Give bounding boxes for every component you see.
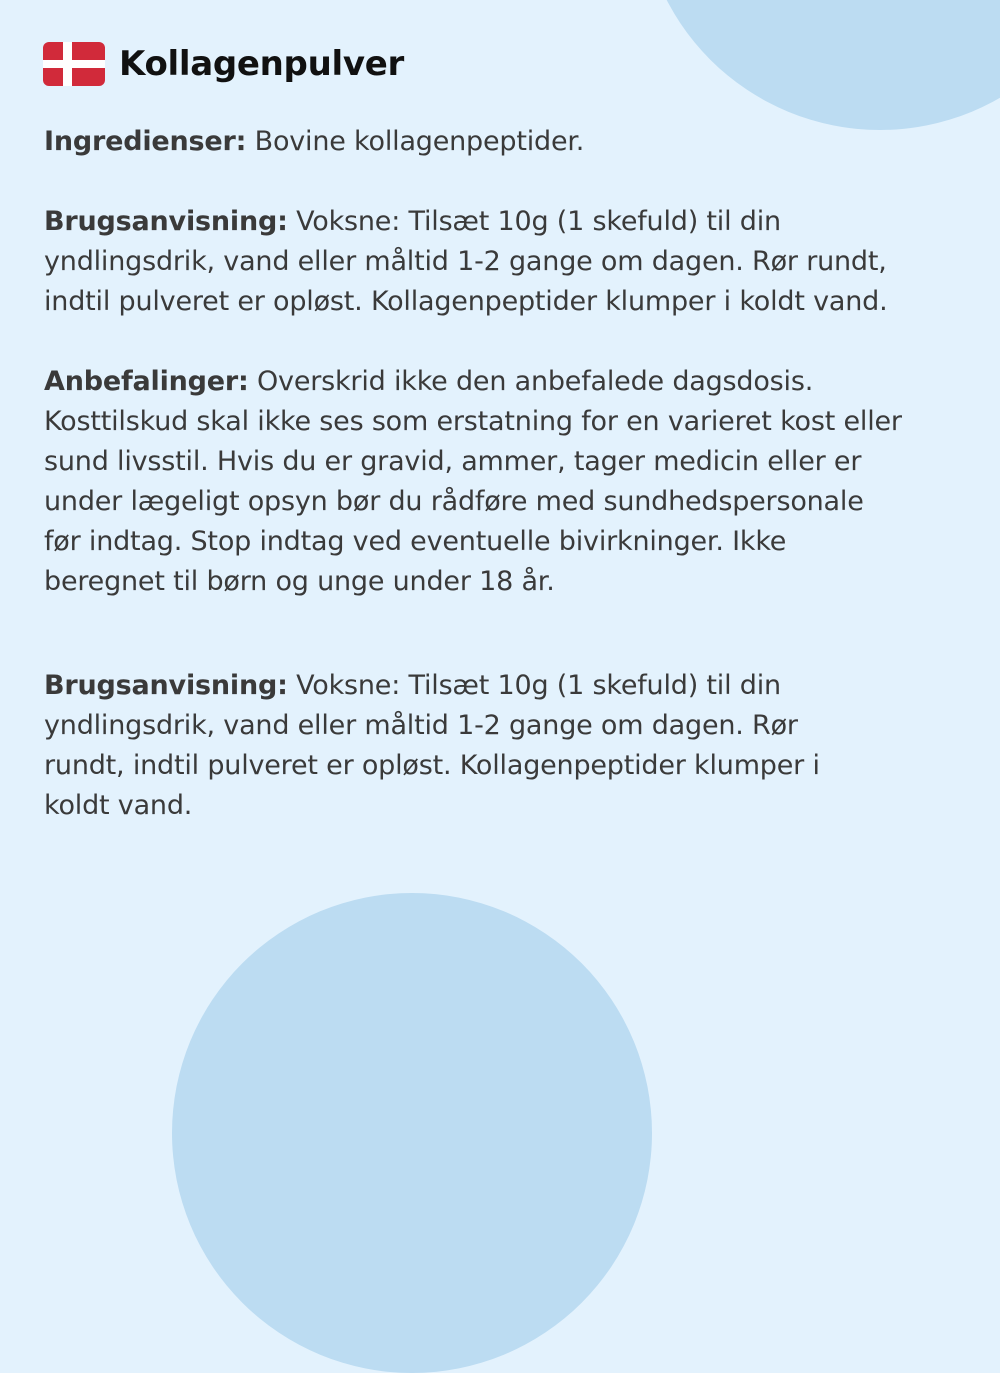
usage-text-repeat: Voksne: Tilsæt 10g (1 skefuld) til din yndlingsdrik, vand eller måltid 1-2 gange om dagen. Rør rundt, indtil pulveret er opløst. Kollagenpeptider klumper i koldt vand. xyxy=(44,670,820,821)
ingredients-text: Bovine kollagenpeptider. xyxy=(246,126,585,157)
recommendations-paragraph xyxy=(44,362,904,602)
recommendations-label: Anbefalinger: xyxy=(44,366,249,397)
recommendations-text: Overskrid ikke den anbefalede dagsdosis. Kosttilskud skal ikke ses som erstatning for en varieret kost eller sund livsstil. Hvis du er gravid, ammer, tager medicin eller er under lægeligt opsyn bør du rådføre med sundhedspersonale før indtag. Stop indtag ved eventuelle bivirkninger. Ikke beregnet til børn og unge under 18 år. xyxy=(44,366,902,597)
decorative-circle-top-right xyxy=(640,0,1000,130)
denmark-flag-icon xyxy=(43,42,105,86)
product-info xyxy=(44,122,924,826)
usage-paragraph-repeat xyxy=(44,666,864,826)
ingredients-paragraph xyxy=(44,122,924,162)
usage-label: Brugsanvisning: xyxy=(44,206,288,237)
decorative-circle-bottom xyxy=(172,893,652,1373)
ingredients-label: Ingredienser: xyxy=(44,126,247,157)
usage-paragraph xyxy=(44,202,904,322)
usage-label-repeat: Brugsanvisning: xyxy=(44,670,288,701)
header xyxy=(43,42,404,86)
page-title: Kollagenpulver xyxy=(119,44,404,84)
usage-text: Voksne: Tilsæt 10g (1 skefuld) til din yndlingsdrik, vand eller måltid 1-2 gange om dagen. Rør rundt, indtil pulveret er opløst. Kollagenpeptider klumper i koldt vand. xyxy=(44,206,888,317)
